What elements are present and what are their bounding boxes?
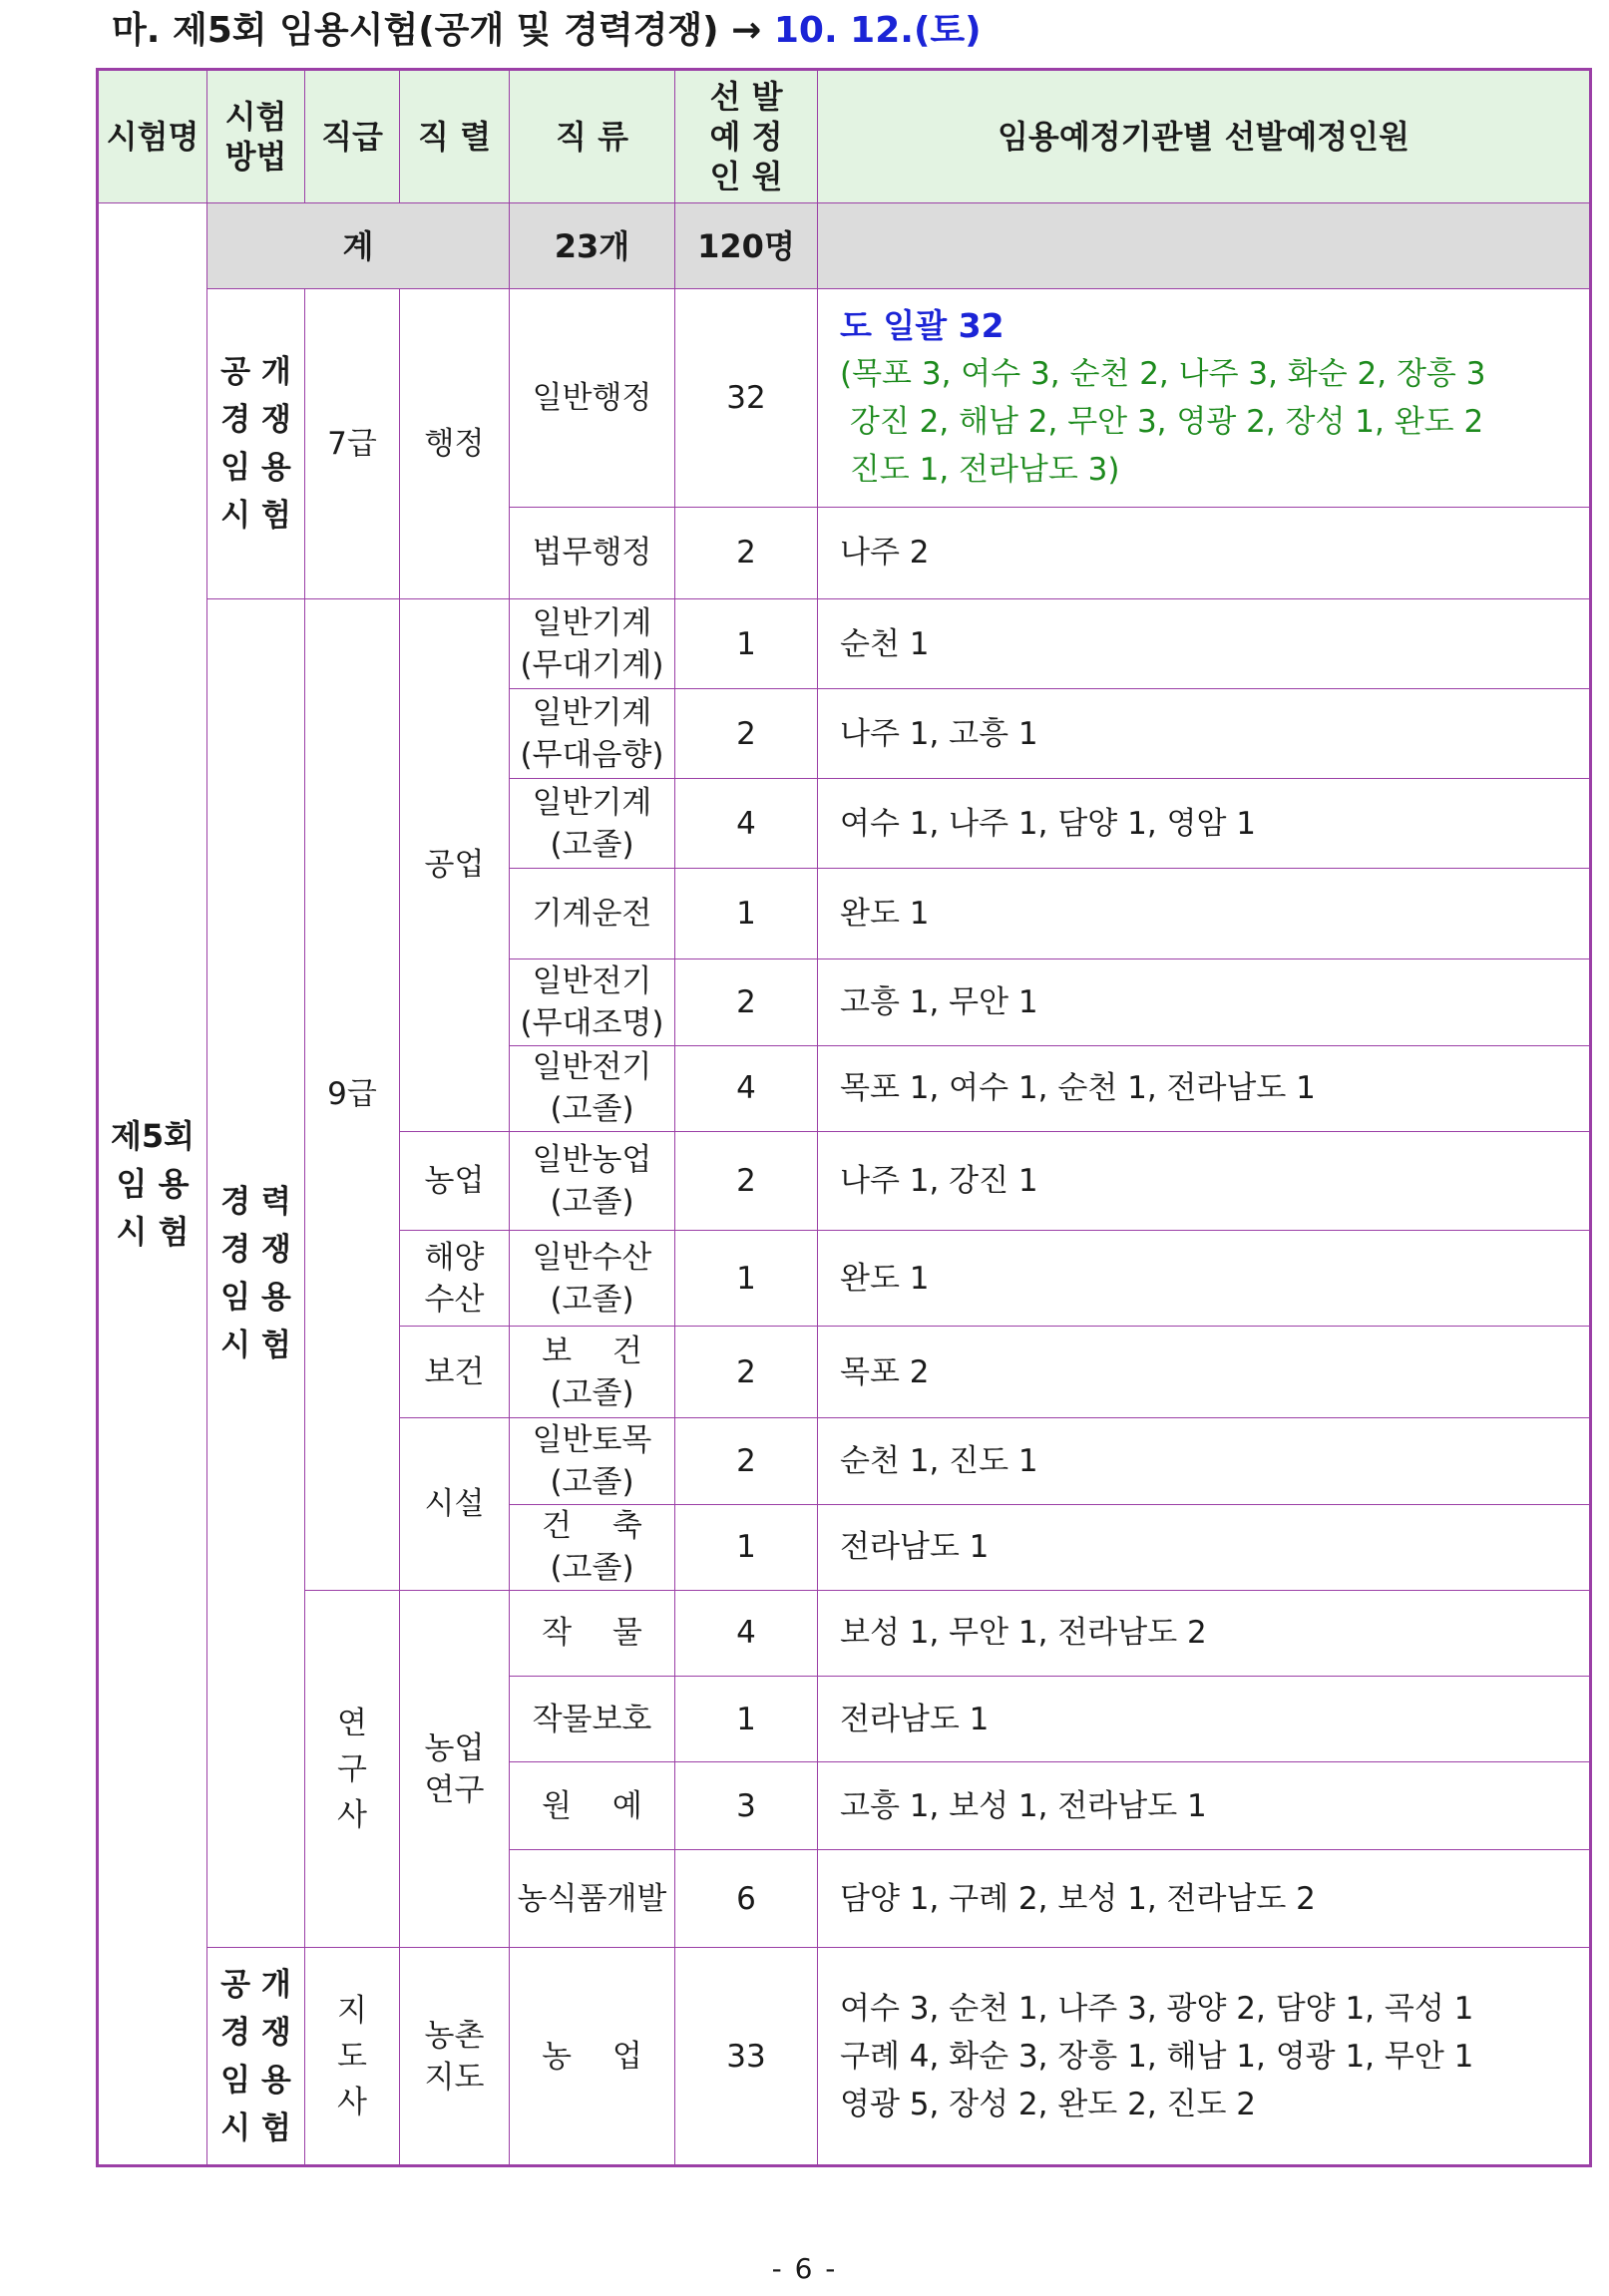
- category-line: (무대기계): [520, 646, 664, 683]
- allocation-cell: 고흥 1, 보성 1, 전라남도 1: [818, 1762, 1591, 1850]
- grade-line: 연: [337, 1705, 367, 1741]
- exam-schedule-table: [96, 68, 1592, 2167]
- header-exam-name: 시험명: [98, 70, 207, 203]
- allocation-cell: 완도 1: [818, 1231, 1591, 1327]
- allocation-line: 여수 3, 순천 1, 나주 3, 광양 2, 담양 1, 곡성 1: [840, 1990, 1474, 2027]
- category-cell: 농 업: [510, 1948, 675, 2166]
- grade-advisor: [305, 1948, 400, 2166]
- category-cell: [510, 1418, 675, 1504]
- page-number: - 6 -: [771, 2252, 838, 2285]
- category-cell: [510, 958, 675, 1045]
- quota-cell: 2: [675, 507, 818, 598]
- allocation-cell: 순천 1: [818, 598, 1591, 688]
- quota-cell: 2: [675, 1418, 818, 1504]
- category-cell: [510, 689, 675, 779]
- method-line: 임 용: [220, 2062, 291, 2099]
- series-industry: 공업: [400, 598, 510, 1131]
- allocation-cell: 보성 1, 무안 1, 전라남도 2: [818, 1590, 1591, 1676]
- method-line: 임 용: [220, 450, 291, 487]
- allocation-detail: (목포 3, 여수 3, 순천 2, 나주 3, 화순 2, 장흥 3: [840, 356, 1486, 393]
- table-row: [98, 289, 1591, 507]
- category-line: (고졸): [550, 1091, 634, 1128]
- allocation-cell: 나주 1, 강진 1: [818, 1131, 1591, 1230]
- category-line: (무대음향): [520, 736, 664, 773]
- total-row: [98, 203, 1591, 289]
- quota-cell: 2: [675, 1131, 818, 1230]
- allocation-detail: 강진 2, 해남 2, 무안 3, 영광 2, 장성 1, 완도 2: [840, 404, 1484, 441]
- category-line: (무대조명): [520, 1004, 664, 1041]
- method-line: 시 험: [220, 498, 291, 535]
- allocation-head: 도 일괄 32: [840, 306, 1005, 346]
- total-label: 계: [207, 203, 510, 289]
- category-line: 일반기계: [532, 604, 652, 641]
- series-line: 농촌: [424, 2017, 485, 2054]
- method-line: 경 쟁: [220, 402, 291, 439]
- quota-cell: 1: [675, 598, 818, 688]
- category-cell: 농식품개발: [510, 1850, 675, 1948]
- method-line: 시 험: [220, 1327, 291, 1363]
- quota-cell: 1: [675, 869, 818, 958]
- exam-name-line: 임 용: [116, 1165, 190, 1204]
- header-category: 직 류: [510, 70, 675, 203]
- exam-name-cell: [98, 203, 207, 2166]
- quota-cell: 1: [675, 1504, 818, 1590]
- category-line: (고졸): [550, 1464, 634, 1501]
- grade-line: 지: [337, 1992, 367, 2029]
- category-line: 일반수산: [532, 1239, 652, 1276]
- allocation-cell: 전라남도 1: [818, 1504, 1591, 1590]
- table-row: [98, 598, 1591, 688]
- method-line: 경 쟁: [220, 1231, 291, 1268]
- table-row: [98, 1590, 1591, 1676]
- header-allocation: 임용예정기관별 선발예정인원: [818, 70, 1591, 203]
- header-quota-line: 선 발: [709, 78, 783, 117]
- heading-title: 마. 제5회 임용시험(공개 및 경력경쟁): [112, 10, 732, 51]
- quota-cell: 33: [675, 1948, 818, 2166]
- category-cell: 원 예: [510, 1762, 675, 1850]
- method-line: 경 쟁: [220, 2014, 291, 2051]
- exam-name-line: 시 험: [116, 1213, 190, 1252]
- series-line: 농업: [424, 1729, 485, 1766]
- series-agri-research: [400, 1590, 510, 1948]
- method-line: 공 개: [220, 354, 291, 391]
- allocation-cell: 여수 1, 나주 1, 담양 1, 영암 1: [818, 779, 1591, 869]
- header-series: 직 렬: [400, 70, 510, 203]
- category-line: 건 축: [542, 1508, 642, 1545]
- category-cell: 법무행정: [510, 507, 675, 598]
- category-cell: 기계운전: [510, 869, 675, 958]
- category-cell: 작물보호: [510, 1676, 675, 1761]
- category-line: 일반기계: [532, 784, 652, 821]
- quota-cell: 3: [675, 1762, 818, 1850]
- category-line: (고졸): [550, 1281, 634, 1318]
- series-line: 수산: [424, 1281, 485, 1318]
- series-fisheries: [400, 1231, 510, 1327]
- header-method: [207, 70, 305, 203]
- category-line: 보 건: [542, 1333, 642, 1369]
- header-quota-line: 인 원: [709, 158, 783, 196]
- category-cell: [510, 779, 675, 869]
- series-facility: 시설: [400, 1418, 510, 1590]
- category-cell: [510, 1045, 675, 1131]
- grade-researcher: [305, 1590, 400, 1948]
- method-open: [207, 289, 305, 599]
- exam-name-line: 제5회: [110, 1117, 196, 1156]
- allocation-cell: [818, 289, 1591, 507]
- grade-line: 구: [337, 1750, 367, 1787]
- method-line: 공 개: [220, 1966, 291, 2003]
- heading-arrow: →: [731, 10, 762, 51]
- series-health: 보건: [400, 1327, 510, 1418]
- header-method-line: 시험: [224, 98, 287, 137]
- allocation-cell: 담양 1, 구례 2, 보성 1, 전라남도 2: [818, 1850, 1591, 1948]
- category-cell: [510, 598, 675, 688]
- method-line: 경 력: [220, 1183, 291, 1220]
- category-cell: [510, 1327, 675, 1418]
- category-line: (고졸): [550, 1550, 634, 1587]
- allocation-cell: 나주 2: [818, 507, 1591, 598]
- table-row: [98, 1948, 1591, 2166]
- table-header-row: [98, 70, 1591, 203]
- heading-date: 10. 12.(토): [761, 10, 982, 51]
- category-line: (고졸): [550, 826, 634, 863]
- series-line: 해양: [424, 1239, 485, 1276]
- allocation-cell: 목포 2: [818, 1327, 1591, 1418]
- method-line: 임 용: [220, 1279, 291, 1316]
- category-line: 일반전기: [532, 1049, 652, 1086]
- grade-line: 사: [337, 1796, 367, 1833]
- grade-9: 9급: [305, 598, 400, 1590]
- series-admin: 행정: [400, 289, 510, 599]
- series-line: 연구: [424, 1771, 485, 1808]
- quota-cell: 32: [675, 289, 818, 507]
- quota-cell: 4: [675, 779, 818, 869]
- category-cell: [510, 1231, 675, 1327]
- method-open-advisor: [207, 1948, 305, 2166]
- category-cell: [510, 1131, 675, 1230]
- category-line: 일반전기: [532, 962, 652, 999]
- category-cell: 작 물: [510, 1590, 675, 1676]
- category-line: (고졸): [550, 1374, 634, 1411]
- quota-cell: 6: [675, 1850, 818, 1948]
- category-line: (고졸): [550, 1184, 634, 1221]
- category-line: 일반기계: [532, 694, 652, 731]
- method-line: 시 험: [220, 2109, 291, 2146]
- series-rural: [400, 1948, 510, 2166]
- header-grade: 직급: [305, 70, 400, 203]
- quota-cell: 2: [675, 958, 818, 1045]
- allocation-cell: 완도 1: [818, 869, 1591, 958]
- category-cell: [510, 1504, 675, 1590]
- grade-line: 도: [337, 2038, 367, 2075]
- total-count: 23개: [510, 203, 675, 289]
- quota-cell: 1: [675, 1231, 818, 1327]
- grade-line: 사: [337, 2084, 367, 2120]
- allocation-line: 구례 4, 화순 3, 장흥 1, 해남 1, 영광 1, 무안 1: [840, 2038, 1474, 2075]
- series-line: 지도: [424, 2059, 485, 2096]
- header-method-line: 방법: [224, 138, 287, 177]
- total-allocation: [818, 203, 1591, 289]
- total-people: 120명: [675, 203, 818, 289]
- allocation-line: 영광 5, 장성 2, 완도 2, 진도 2: [840, 2086, 1256, 2122]
- header-quota-line: 예 정: [709, 118, 783, 157]
- allocation-cell: 나주 1, 고흥 1: [818, 689, 1591, 779]
- method-career: [207, 598, 305, 1947]
- category-line: 일반농업: [532, 1142, 652, 1179]
- quota-cell: 4: [675, 1590, 818, 1676]
- header-quota: [675, 70, 818, 203]
- allocation-cell: 전라남도 1: [818, 1676, 1591, 1761]
- quota-cell: 2: [675, 689, 818, 779]
- category-line: 일반토목: [532, 1422, 652, 1459]
- allocation-cell: 순천 1, 진도 1: [818, 1418, 1591, 1504]
- allocation-cell: 목포 1, 여수 1, 순천 1, 전라남도 1: [818, 1045, 1591, 1131]
- allocation-cell: 고흥 1, 무안 1: [818, 958, 1591, 1045]
- category-cell: 일반행정: [510, 289, 675, 507]
- allocation-detail: 진도 1, 전라남도 3): [840, 452, 1120, 489]
- section-heading: [112, 6, 982, 56]
- grade-7: 7급: [305, 289, 400, 599]
- series-agriculture: 농업: [400, 1131, 510, 1230]
- quota-cell: 4: [675, 1045, 818, 1131]
- quota-cell: 1: [675, 1676, 818, 1761]
- quota-cell: 2: [675, 1327, 818, 1418]
- allocation-cell: [818, 1948, 1591, 2166]
